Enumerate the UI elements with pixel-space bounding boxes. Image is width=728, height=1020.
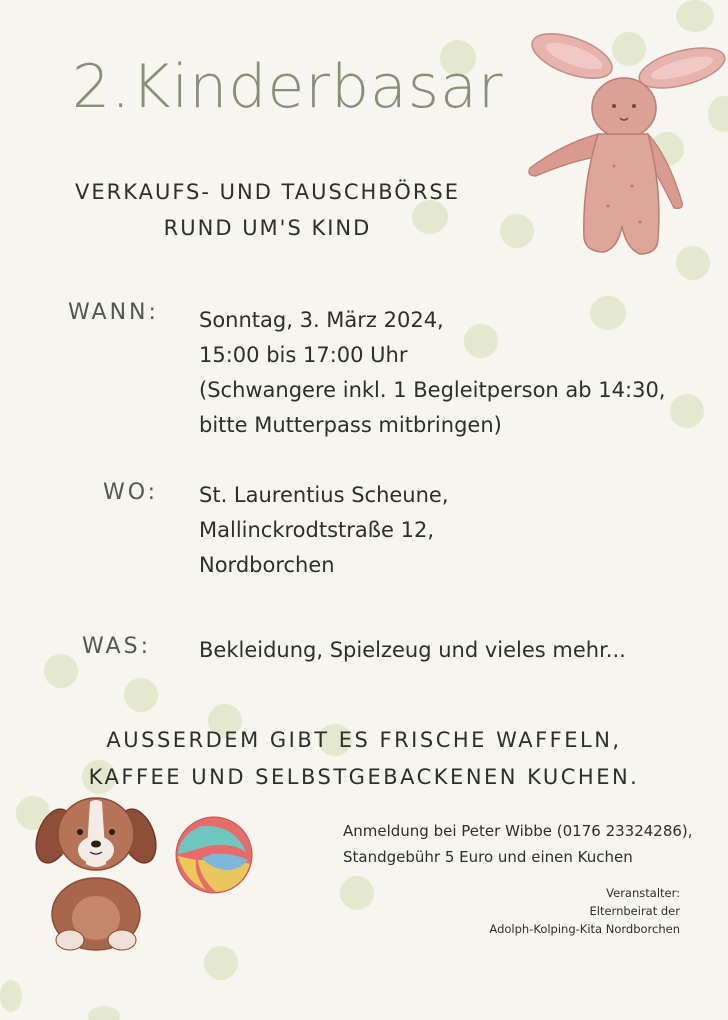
- wo-line-2: Mallinckrodtstraße 12,: [199, 518, 434, 542]
- extra-info: [0, 722, 728, 796]
- organizer-line-3: Adolph-Kolping-Kita Nordborchen: [489, 922, 680, 936]
- wann-details: [199, 303, 665, 443]
- was-label: WAS:: [82, 634, 151, 659]
- organizer-line-2: Elternbeirat der: [589, 904, 680, 918]
- decorative-dot: [44, 654, 78, 688]
- decorative-dot: [204, 946, 238, 980]
- was-details: [199, 633, 626, 668]
- decorative-dot: [88, 1006, 120, 1020]
- wo-label: WO:: [103, 480, 159, 505]
- decorative-dot: [670, 394, 704, 428]
- puppy-plush-illustration: [34, 790, 160, 952]
- decorative-dot: [0, 980, 22, 1012]
- ball-illustration: [172, 814, 256, 896]
- decorative-dot: [124, 678, 158, 712]
- extra-line-2: KAFFEE UND SELBSTGEBACKENEN KUCHEN.: [88, 765, 640, 789]
- subtitle-line-2: RUND UM'S KIND: [163, 216, 372, 240]
- organizer-info: [489, 884, 680, 938]
- registration-info: [343, 818, 693, 870]
- wann-line-2: 15:00 bis 17:00 Uhr: [199, 343, 408, 367]
- was-text: Bekleidung, Spielzeug und vieles mehr...: [199, 638, 626, 662]
- subtitle-line-1: VERKAUFS- UND TAUSCHBÖRSE: [74, 180, 461, 204]
- bunny-plush-illustration: [522, 26, 728, 262]
- wo-line-1: St. Laurentius Scheune,: [199, 483, 449, 507]
- extra-line-1: AUSSERDEM GIBT ES FRISCHE WAFFELN,: [106, 728, 622, 752]
- wann-line-4: bitte Mutterpass mitbringen): [199, 413, 502, 437]
- wo-details: [199, 478, 449, 583]
- organizer-line-1: Veranstalter:: [606, 886, 680, 900]
- wann-label: WANN:: [68, 300, 159, 325]
- registration-line-1: Anmeldung bei Peter Wibbe (0176 23324286),: [343, 822, 693, 840]
- wann-line-3: (Schwangere inkl. 1 Begleitperson ab 14:30,: [199, 378, 666, 402]
- wann-line-1: Sonntag, 3. März 2024,: [199, 308, 444, 332]
- page-title: 2.Kinderbasar: [72, 52, 504, 122]
- subtitle: [0, 174, 535, 246]
- registration-line-2: Standgebühr 5 Euro und einen Kuchen: [343, 848, 633, 866]
- wo-line-3: Nordborchen: [199, 553, 335, 577]
- decorative-dot: [340, 876, 374, 910]
